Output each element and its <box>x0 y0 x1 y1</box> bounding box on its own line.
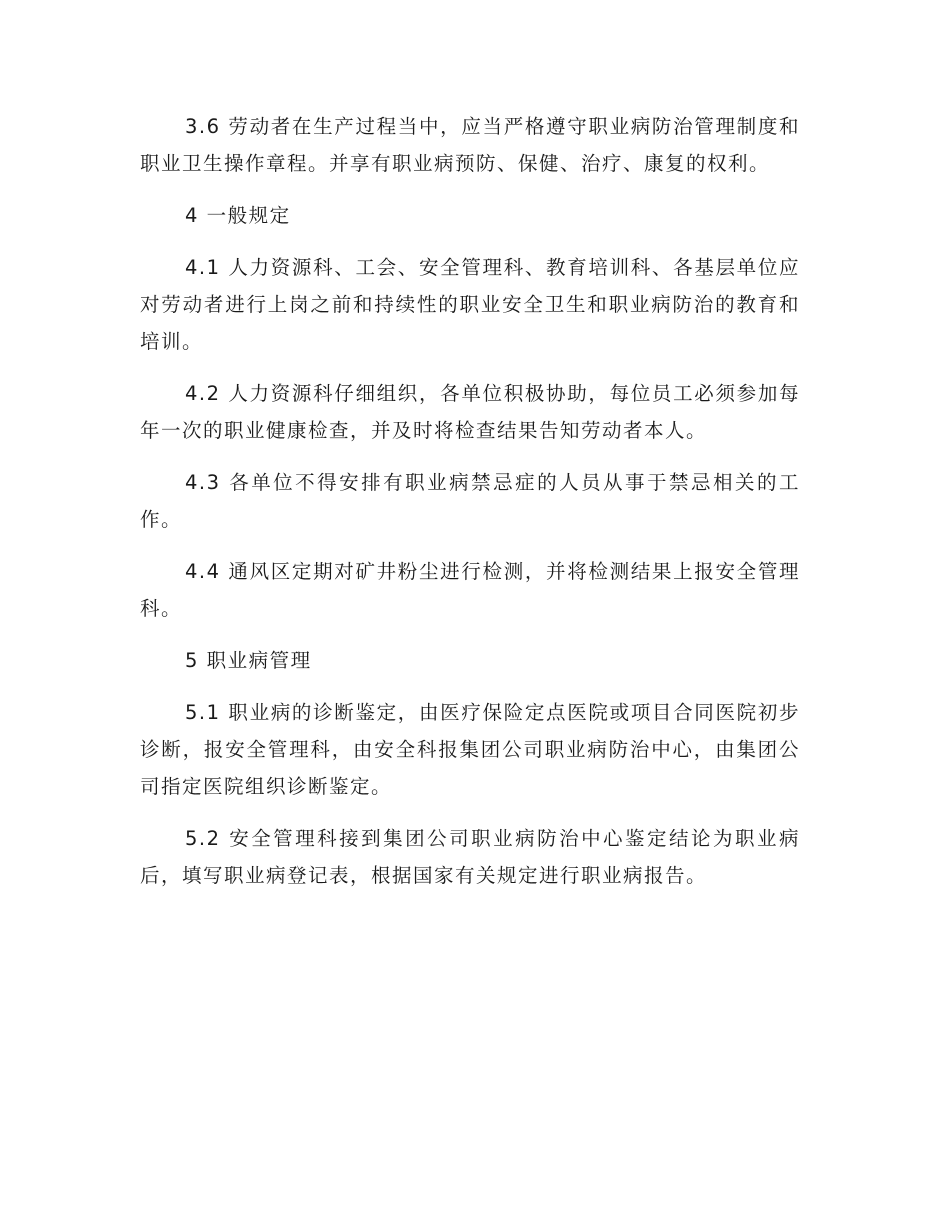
paragraph-4-3: 4.3 各单位不得安排有职业病禁忌症的人员从事于禁忌相关的工作。 <box>140 471 800 531</box>
paragraph-5-2: 5.2 安全管理科接到集团公司职业病防治中心鉴定结论为职业病后，填写职业病登记表，根据国家有关规定进行职业病报告。 <box>140 827 800 887</box>
paragraph-5-1: 5.1 职业病的诊断鉴定，由医疗保险定点医院或项目合同医院初步诊断，报安全管理科，由安全科报集团公司职业病防治中心，由集团公司指定医院组织诊断鉴定。 <box>140 701 800 798</box>
paragraph-3-6: 3.6 劳动者在生产过程当中，应当严格遵守职业病防治管理制度和职业卫生操作章程。并享有职业病预防、保健、治疗、康复的权利。 <box>140 115 800 175</box>
paragraph-4-4: 4.4 通风区定期对矿井粉尘进行检测，并将检测结果上报安全管理科。 <box>140 560 800 620</box>
paragraph-4-2: 4.2 人力资源科仔细组织，各单位积极协助，每位员工必须参加每年一次的职业健康检查，并及时将检查结果告知劳动者本人。 <box>140 382 800 442</box>
section-heading-4: 4 一般规定 <box>185 204 291 227</box>
section-heading-5: 5 职业病管理 <box>185 649 312 672</box>
paragraph-4-1: 4.1 人力资源科、工会、安全管理科、教育培训科、各基层单位应对劳动者进行上岗之前和持续性的职业安全卫生和职业病防治的教育和培训。 <box>140 256 800 353</box>
document-body <box>140 108 800 909</box>
